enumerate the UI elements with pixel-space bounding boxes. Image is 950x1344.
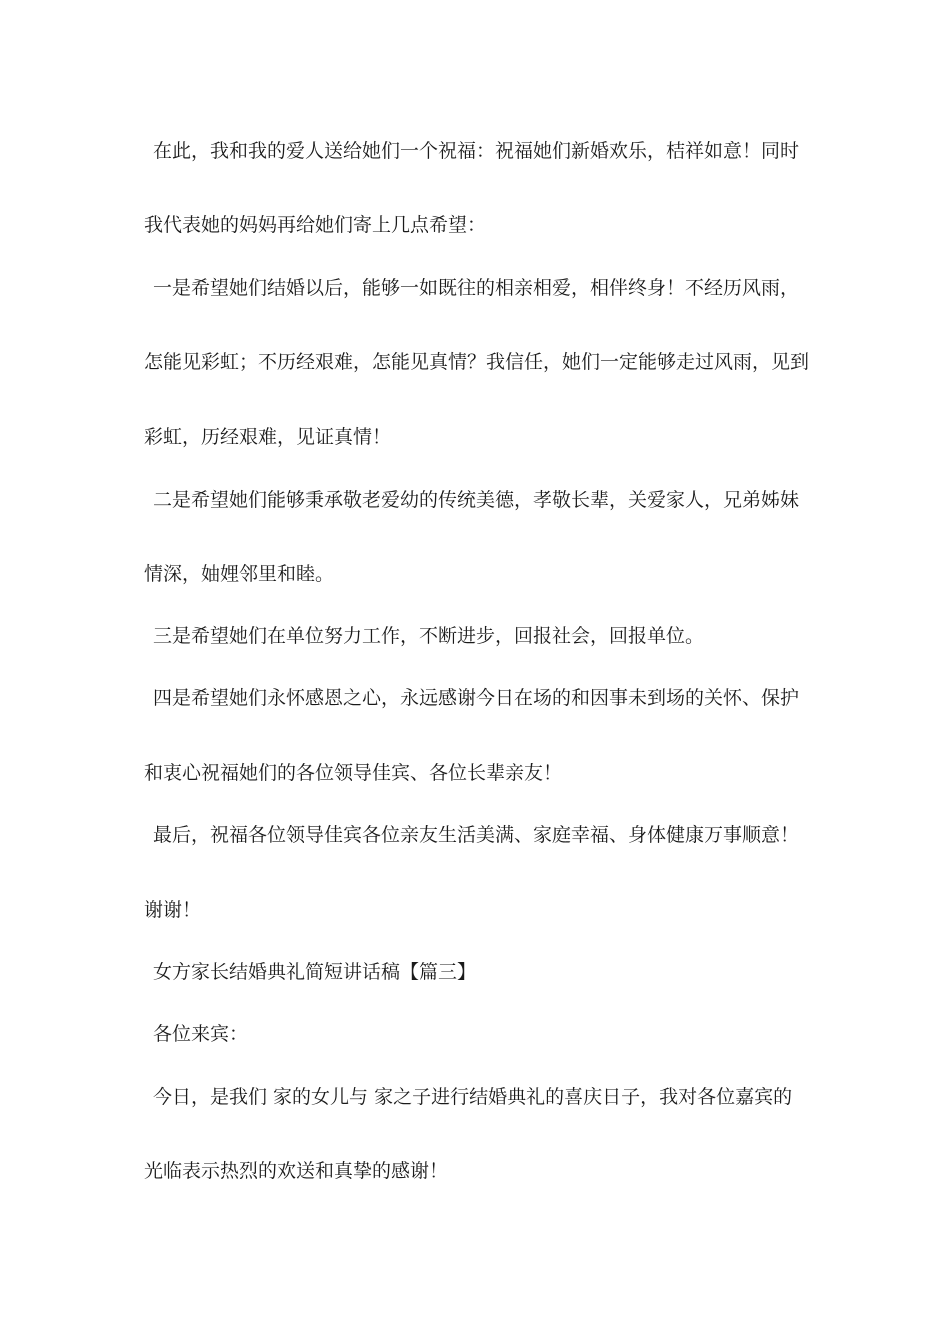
- paragraph-line: 今日，是我们 家的女儿与 家之子进行结婚典礼的喜庆日子，我对各位嘉宾的: [153, 1086, 793, 1108]
- paragraph-line: 谢谢！: [144, 899, 202, 921]
- paragraph-line: 二是希望她们能够秉承敬老爱幼的传统美德，孝敬长辈，关爱家人，兄弟姊妹: [153, 489, 800, 511]
- paragraph-line: 一是希望她们结婚以后，能够一如既往的相亲相爱，相伴终身！不经历风雨，: [153, 277, 800, 299]
- paragraph-line: 三是希望她们在单位努力工作，不断进步，回报社会，回报单位。: [153, 625, 705, 647]
- paragraph-line: 在此，我和我的爱人送给她们一个祝福：祝福她们新婚欢乐，桔祥如意！同时: [153, 140, 800, 162]
- paragraph-line: 彩虹，历经艰难，见证真情！: [144, 426, 392, 448]
- paragraph-line: 怎能见彩虹；不历经艰难，怎能见真情？我信任，她们一定能够走过风雨，见到: [144, 351, 810, 373]
- salutation-line: 各位来宾：: [153, 1023, 249, 1045]
- paragraph-line: 四是希望她们永怀感恩之心，永远感谢今日在场的和因事未到场的关怀、保护: [153, 687, 800, 709]
- paragraph-line: 最后，祝福各位领导佳宾各位亲友生活美满、家庭幸福、身体健康万事顺意！: [153, 824, 800, 846]
- paragraph-line: 光临表示热烈的欢送和真挚的感谢！: [144, 1160, 449, 1182]
- section-heading: 女方家长结婚典礼简短讲话稿【篇三】: [153, 961, 477, 983]
- paragraph-line: 和衷心祝福她们的各位领导佳宾、各位长辈亲友！: [144, 762, 563, 784]
- paragraph-line: 我代表她的妈妈再给她们寄上几点希望：: [144, 214, 487, 236]
- paragraph-line: 情深，妯娌邻里和睦。: [144, 563, 335, 585]
